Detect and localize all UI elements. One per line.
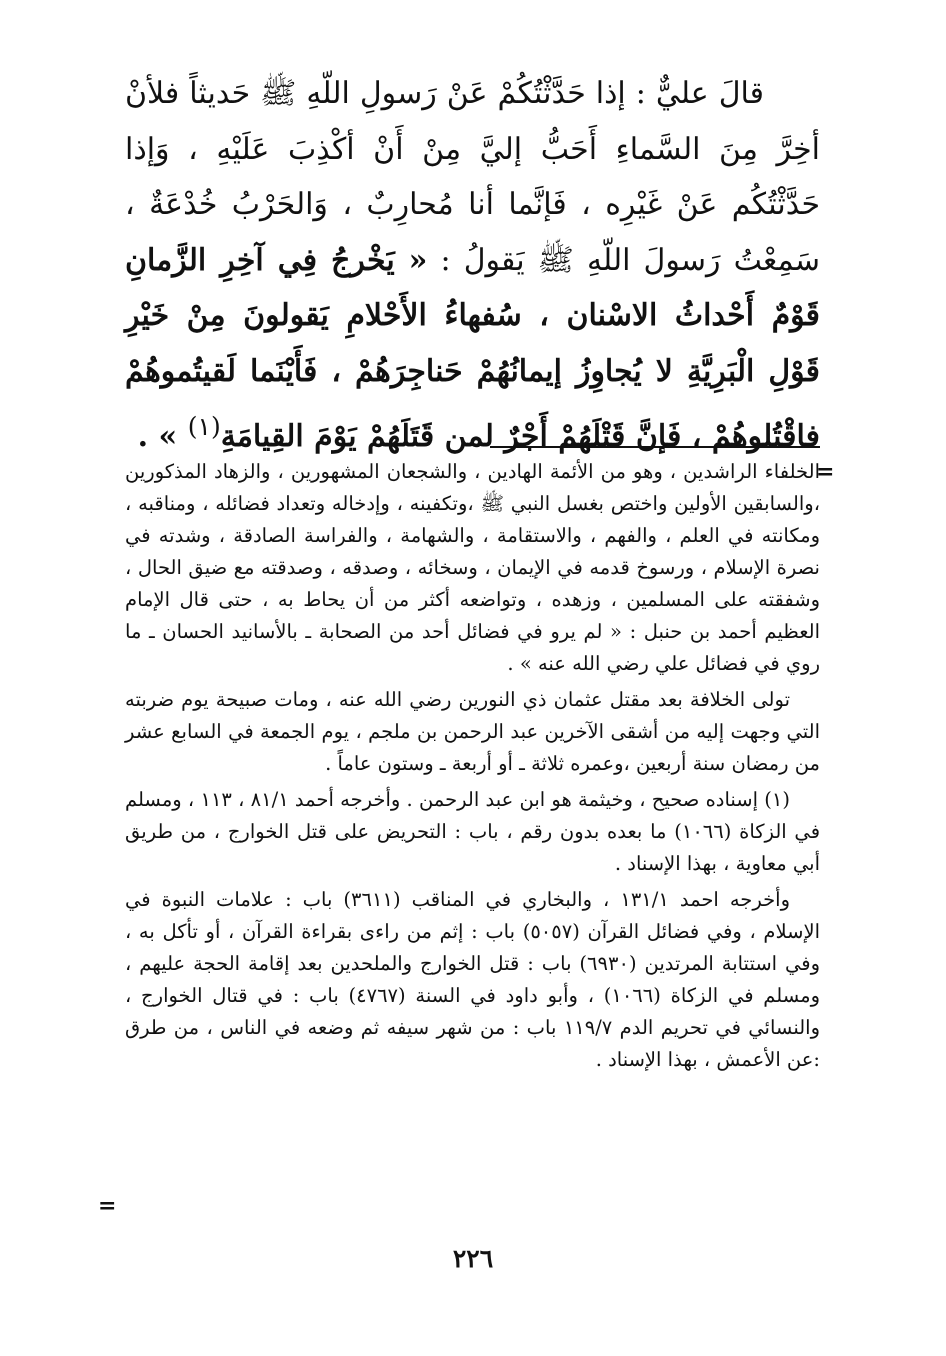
- continuation-mark-top: =: [816, 459, 835, 485]
- footnote-reference: (١): [187, 412, 221, 441]
- continuation-mark-bottom: =: [98, 1193, 117, 1219]
- main-text: [125, 66, 820, 465]
- page-number: ٢٢٦: [452, 1244, 494, 1273]
- intro-text: قالَ عليٌّ : إذا حَدَّثْتُكُمْ عَنْ رَسولِ اللّهِ ﷺ حَديثاً فلأنْ أخِرَّ مِنَ السَّماءِ أَحَبُّ إليَّ مِنْ أَنْ أكْذِبَ عَلَيْهِ ، وَإذا حَدَّثْتُكُم عَنْ غَيْرِه ، فَإنَّما أنا مُحارِبٌ ، وَالحَرْبُ خُدْعَةٌ ، سَمِعْتُ رَسولَ اللّهِ ﷺ يَقولُ :: [125, 76, 820, 278]
- footnote-paragraph-2: تولى الخلافة بعد مقتل عثمان ذي النورين رضي الله عنه ، ومات صبيحة يوم ضربته التي وجهت إليه من أشقى الآخرين عبد الرحمن بن ملجم ، يوم الجمعة في السابع عشر من رمضان سنة أربعين ،وعمره ثلاثة ـ أو أربعة ـ وستون عاماً .: [125, 688, 820, 775]
- hadith-text: « يَخْرجُ فِي آخِرِ الزَّمانِ قَوْمٌ أَحْداثُ الاسْنان ، سُفهاءُ الأَحْلامِ يَقولونَ مِنْ خَيْرِ قَوْلِ الْبَرِيَّةِ لا يُجاوِزُ إيمانُهُمْ حَناجِرَهُمْ ، فَأَيْنَما لَقيتُموهُمْ فاقْتُلوهُمْ ، فَإنَّ قَتْلَهُمْ أَجْرٌ لمن قَتَلَهُمْ يَوْمَ القِيامَةِ: [125, 242, 820, 454]
- footnote-divider: [490, 446, 820, 448]
- footnote-paragraph-4: وأخرجه احمد ١٣١/١ ، والبخاري في المناقب (٣٦١١) باب : علامات النبوة في الإسلام ، وفي فضائل القرآن (٥٠٥٧) باب : إثم من راءى بقراءة القرآن ، أو تأكل به ، وفي استتابة المرتدين (٦٩٣٠) باب : قتل الخوارج والملحدين بعد إقامة الحجة عليهم ، ومسلم في الزكاة (١٠٦٦) ، وأبو داود في السنة (٤٧٦٧) باب : في قتال الخوارج ، والنسائي في تحريم الدم ١١٩/٧ باب : من شهر سيفه ثم وضعه في الناس ، من طرق :عن الأعمش ، بهذا الإسناد .: [125, 888, 821, 1071]
- footnote-paragraph-3: (١) إسناده صحيح ، وخيثمة هو ابن عبد الرحمن . وأخرجه أحمد ٨١/١ ، ١١٣ ، ومسلم في الزكاة (١٠٦٦) ما بعده بدون رقم ، باب : التحريض على قتل الخوارج ، من طريق أبي معاوية ، بهذا الإسناد .: [125, 788, 821, 875]
- footnotes: [125, 456, 820, 1076]
- hadith-closing: » .: [137, 419, 188, 454]
- main-paragraph: [125, 66, 820, 465]
- footnote-paragraph-1: الخلفاء الراشدين ، وهو من الأئمة الهادين ، والشجعان المشهورين ، والزهاد المذكورين ،والسابقين الأولين واختص بغسل النبي ﷺ ،وتكفينه ، وإدخاله وتعداد فضائله ، ومناقبه ، ومكانته في العلم ، والفهم ، والاستقامة ، والشهامة ، والفراسة الصادقة ، وشدته في نصرة الإسلام ، ورسوخ قدمه في الإيمان ، وسخائه ، وصدقه ، وصدقته مع ضيق الحال ، وشفقته على المسلمين ، وزهده ، وتواضعه أكثر من أن يحاط به ، حتى قال الإمام العظيم أحمد بن حنبل : « لم يرو في فضائل أحد من الصحابة ـ بالأسانيد الحسان ـ ما روي في فضائل علي رضي الله عنه » .: [125, 460, 820, 675]
